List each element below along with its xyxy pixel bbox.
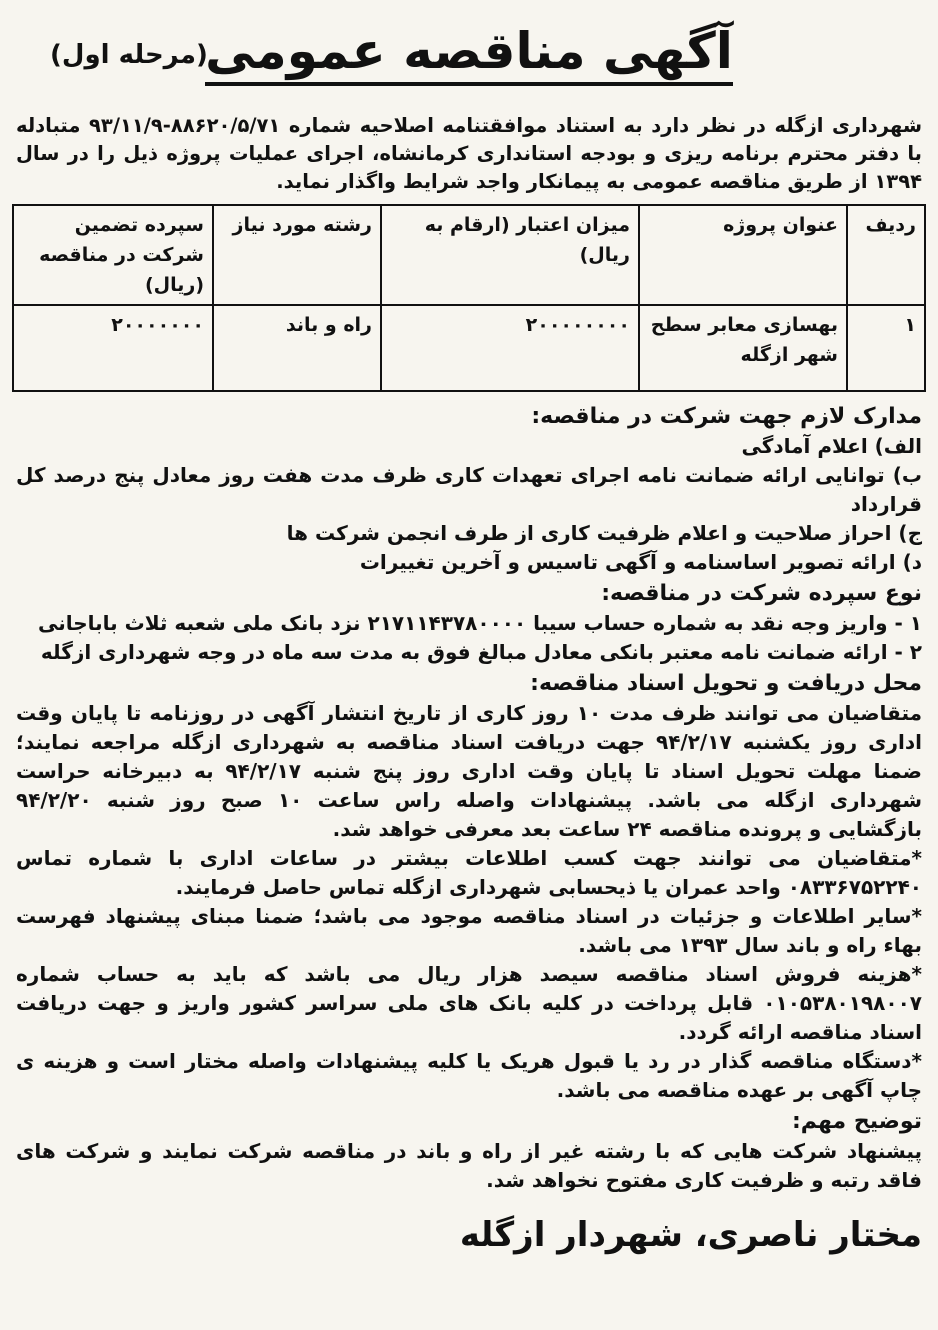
delivery-paragraph: *متقاضیان می توانند جهت کسب اطلاعات بیشتر در ساعات اداری با شماره تماس ۰۸۳۳۶۷۵۲۲۴۰ واحد عمران یا ذیحسابی شهرداری ازگله تماس حاصل فرمایند.: [16, 846, 922, 899]
deposit-item: ۱ - واریز وجه نقد به شماره حساب سیبا ۲۱۷۱۱۴۳۷۸۰۰۰۰ نزد بانک ملی شعبه ثلاث باباجانی: [37, 611, 922, 635]
delivery-paragraph: متقاضیان می توانند ظرف مدت ۱۰ روز کاری از تاریخ انتشار آگهی در روزنامه تا پایان وقت اداری روز یکشنبه ۹۴/۲/۱۷ جهت دریافت اسناد مناقصه به شهرداری ازگله مراجعه نمایند؛ ضمنا مهلت تحویل اسناد تا پایان وقت اداری روز پنج شنبه ۹۴/۲/۱۷ به دبیرخانه حراست شهرداری ازگله می باشد. پیشنهادات واصله راس ساعت ۱۰ صبح روز شنبه ۹۴/۲/۲۰ بازگشایی و پرونده مناقصه ۲۴ ساعت بعد معرفی خواهد شد.: [16, 701, 923, 841]
documents-heading: مدارک لازم جهت شرکت در مناقصه:: [531, 404, 922, 429]
note-heading: توضیح مهم:: [791, 1109, 922, 1134]
header-field: رشته مورد نیاز: [213, 205, 381, 305]
delivery-paragraph: *سایر اطلاعات و جزئیات در اسناد مناقصه موجود می باشد؛ ضمنا مبنای پیشنهاد فهرست بهاء راه و باند سال ۱۳۹۳ می باشد.: [16, 904, 922, 957]
notice-title: آگهی مناقصه عمومی: [205, 26, 733, 86]
header-budget: میزان اعتبار (ارقام به ریال): [381, 205, 639, 305]
delivery-paragraph: *هزینه فروش اسناد مناقصه سیصد هزار ریال می باشد که باید به حساب شماره ۰۱۰۵۳۸۰۱۹۸۰۰۷ قابل پرداخت در کلیه بانک های ملی سراسر کشور واریز و جهت دریافت اسناد مناقصه ارائه گردد.: [16, 962, 922, 1044]
stage-label: (مرحله اول): [50, 40, 208, 70]
cell-project-title: بهسازی معابر سطح شهر ازگله: [639, 305, 847, 391]
header-project-title: عنوان پروژه: [639, 205, 847, 305]
document-item: ج) احراز صلاحیت و اعلام ظرفیت کاری از طرف انجمن شرکت ها: [286, 521, 922, 545]
cell-field: راه و باند: [213, 305, 381, 391]
table-row: [13, 305, 925, 391]
document-item: الف) اعلام آمادگی: [741, 434, 922, 458]
delivery-paragraph: *دستگاه مناقصه گذار در رد یا قبول هریک یا کلیه پیشنهادات واصله مختار است و هزینه ی چاپ آگهی بر عهده مناقصه می باشد.: [16, 1049, 922, 1102]
deposit-type-heading: نوع سپرده شرکت در مناقصه:: [601, 581, 922, 606]
cell-deposit: ۲۰۰۰۰۰۰۰: [13, 305, 213, 391]
header-deposit: سپرده تضمین شرکت در مناقصه (ریال): [13, 205, 213, 305]
table-header-row: [13, 205, 925, 305]
signature: مختار ناصری، شهردار ازگله: [459, 1215, 922, 1255]
project-table: [12, 204, 926, 392]
header-row-no: ردیف: [847, 205, 925, 305]
note-text: پیشنهاد شرکت هایی که با رشته غیر از راه و باند در مناقصه شرکت نمایند و شرکت های فاقد رتبه و ظرفیت کاری مفتوح نخواهد شد.: [16, 1139, 922, 1192]
cell-budget: ۲۰۰۰۰۰۰۰۰: [381, 305, 639, 391]
deposit-item: ۲ - ارائه ضمانت نامه معتبر بانکی معادل مبالغ فوق به مدت سه ماه در وجه شهرداری ازگله: [40, 640, 922, 664]
cell-row-no: ۱: [847, 305, 925, 391]
document-item: ب) توانایی ارائه ضمانت نامه اجرای تعهدات کاری ظرف مدت هفت روز معادل پنج درصد کل قرارداد: [16, 463, 922, 516]
intro-paragraph: شهرداری ازگله در نظر دارد به استناد موافقتنامه اصلاحیه شماره ۸۸۶۲۰/۵/۷۱-۹۳/۱۱/۹ متبادله با دفتر محترم برنامه ریزی و بودجه استانداری کرمانشاه، اجرای عملیات پروژه ذیل را در سال ۱۳۹۴ از طریق مناقصه عمومی به پیمانکار واجد شرایط واگذار نماید.: [16, 114, 922, 193]
delivery-heading: محل دریافت و تحویل اسناد مناقصه:: [530, 671, 922, 696]
notice-header: [12, 10, 926, 102]
document-item: د) ارائه تصویر اساسنامه و آگهی تاسیس و آخرین تغییرات: [359, 550, 922, 574]
